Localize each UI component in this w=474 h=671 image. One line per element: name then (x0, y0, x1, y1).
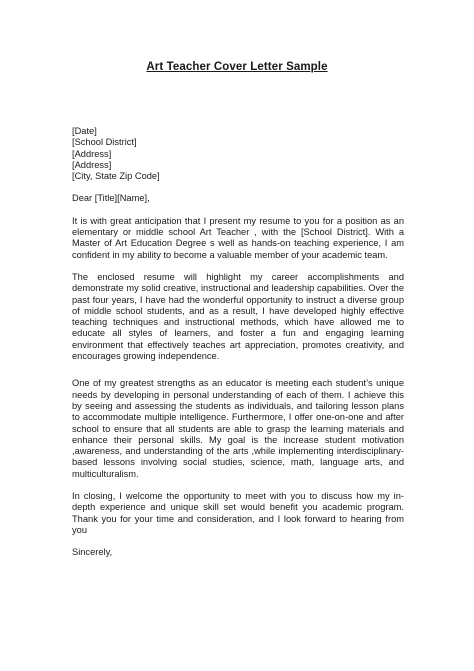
paragraph-intro: It is with great anticipation that I present my resume to you for a position as an elementary or middle school Art Teacher , with the [School District]. With a Master of Art Education Degree s well as hands-on teaching experience, I am confident in my ability to become a valuable member of your academic team. (72, 215, 404, 260)
address-line-district: [School District] (72, 137, 137, 148)
address-line-1: [Address] (72, 148, 112, 159)
letter-body (72, 126, 404, 559)
sign-off: Sincerely, (72, 547, 113, 558)
salutation: Dear [Title][Name], (72, 193, 150, 204)
address-line-city: [City, State Zip Code] (72, 171, 160, 182)
paragraph-experience: The enclosed resume will highlight my career accomplishments and demonstrate my solid creative, instructional and leadership capabilities. Over the past four years, I have had the wonderful opportunity to instruct a diverse group of middle school students, and as a result, I have developed highly effective teaching techniques and instructional methods, which have allowed me to educate all styles of learners, and foster a fun and engaging learning environment that effectively teaches art appreciation, promotes creativity, and encourages growing independence. (72, 271, 404, 362)
address-block (72, 126, 404, 182)
address-line-date: [Date] (72, 126, 97, 136)
page-title: Art Teacher Cover Letter Sample (146, 61, 328, 73)
address-line-2: [Address] (72, 159, 112, 170)
paragraph-strengths: One of my greatest strengths as an educator is meeting each student’s unique needs by developing in personal understanding of each of them. I achieve this by seeing and assessing the students as individuals, and tailoring lesson plans to accommodate multiple intelligence. Furthermore, I offer one-on-one and after school to ensure that all students are able to grasp the learning materials and enhance their personal skills. My goal is the increase student motivation ,awareness, and understanding of the arts ,while implementing interdisciplinary-based lessons involving social studies, science, math, language arts, and multiculturalism. (72, 378, 404, 479)
paragraph-closing: In closing, I welcome the opportunity to meet with you to discuss how my in-depth experience and unique skill set would benefit you academic program. Thank you for your time and consideration, and I look forward to hearing from you (72, 491, 404, 535)
